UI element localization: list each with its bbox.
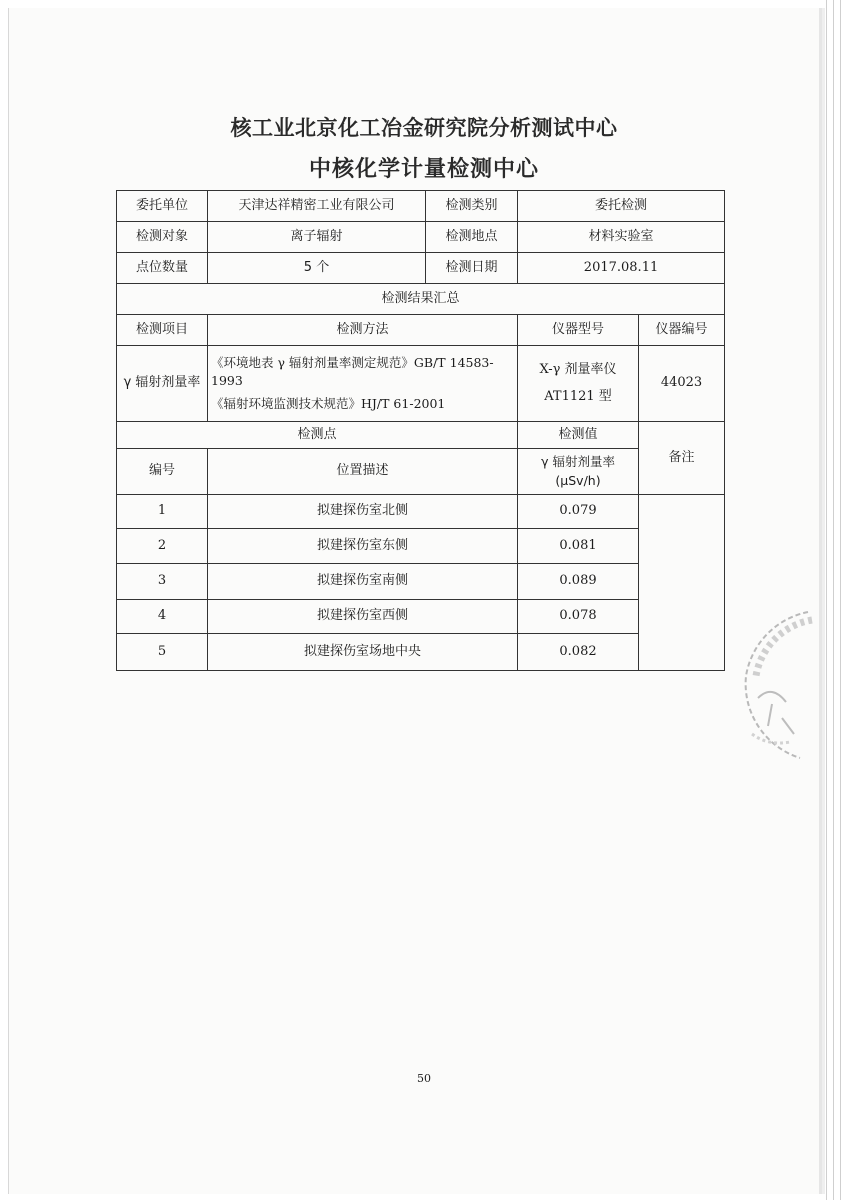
table-row	[117, 495, 725, 529]
client-value: 天津达祥精密工业有限公司	[208, 191, 426, 222]
row-no: 1	[117, 495, 208, 529]
table-row	[117, 529, 725, 564]
official-seal-stamp	[738, 606, 834, 766]
row-value: 0.089	[518, 564, 639, 600]
col-header-no: 编号	[117, 449, 208, 495]
row-desc: 拟建探伤室场地中央	[208, 634, 518, 671]
results-header-row	[117, 449, 725, 495]
location-label: 检测地点	[426, 222, 518, 253]
points-label: 点位数量	[117, 253, 208, 284]
col-header-model: 仪器型号	[518, 315, 639, 346]
test-method	[208, 346, 518, 422]
row-desc: 拟建探伤室西侧	[208, 600, 518, 634]
instrument-number: 44023	[639, 346, 725, 422]
results-heading-row	[117, 422, 725, 449]
col-header-item: 检测项目	[117, 315, 208, 346]
row-value: 0.082	[518, 634, 639, 671]
instrument-model	[518, 346, 639, 422]
info-row	[117, 222, 725, 253]
row-no: 3	[117, 564, 208, 600]
col-header-number: 仪器编号	[639, 315, 725, 346]
info-row	[117, 253, 725, 284]
object-value: 离子辐射	[208, 222, 426, 253]
test-type-value: 委托检测	[518, 191, 725, 222]
date-value: 2017.08.11	[518, 253, 725, 284]
test-item: γ 辐射剂量率	[117, 346, 208, 422]
client-label: 委托单位	[117, 191, 208, 222]
points-value: 5 个	[208, 253, 426, 284]
row-no: 4	[117, 600, 208, 634]
summary-heading: 检测结果汇总	[117, 284, 725, 315]
object-label: 检测对象	[117, 222, 208, 253]
method-standard-1: 《环境地表 γ 辐射剂量率测定规范》GB/T 14583-1993	[211, 355, 494, 389]
test-type-label: 检测类别	[426, 191, 518, 222]
method-standard-2: 《辐射环境监测技术规范》HJ/T 61-2001	[211, 395, 446, 411]
col-header-desc: 位置描述	[208, 449, 518, 495]
row-value: 0.078	[518, 600, 639, 634]
col-header-value: γ 辐射剂量率 (μSv/h)	[518, 449, 639, 495]
table-row	[117, 600, 725, 634]
summary-heading-row	[117, 284, 725, 315]
page-number: 50	[417, 1072, 431, 1085]
col-header-method: 检测方法	[208, 315, 518, 346]
row-desc: 拟建探伤室东侧	[208, 529, 518, 564]
remark-cell	[639, 495, 725, 671]
instrument-model-line-1: X-γ 剂量率仪	[539, 361, 617, 377]
row-value: 0.081	[518, 529, 639, 564]
date-label: 检测日期	[426, 253, 518, 284]
report-table	[116, 190, 725, 671]
info-row	[117, 191, 725, 222]
table-row	[117, 564, 725, 600]
row-desc: 拟建探伤室南侧	[208, 564, 518, 600]
summary-header-row	[117, 315, 725, 346]
points-heading: 检测点	[117, 422, 518, 449]
summary-row	[117, 346, 725, 422]
instrument-model-line-2: AT1121 型	[544, 388, 612, 404]
row-value: 0.079	[518, 495, 639, 529]
row-no: 5	[117, 634, 208, 671]
row-no: 2	[117, 529, 208, 564]
table-row	[117, 634, 725, 671]
row-desc: 拟建探伤室北侧	[208, 495, 518, 529]
remark-heading: 备注	[639, 422, 725, 495]
center-title: 中核化学计量检测中心	[308, 157, 539, 182]
location-value: 材料实验室	[518, 222, 725, 253]
value-heading: 检测值	[518, 422, 639, 449]
institute-title: 核工业北京化工冶金研究院分析测试中心	[230, 116, 618, 140]
